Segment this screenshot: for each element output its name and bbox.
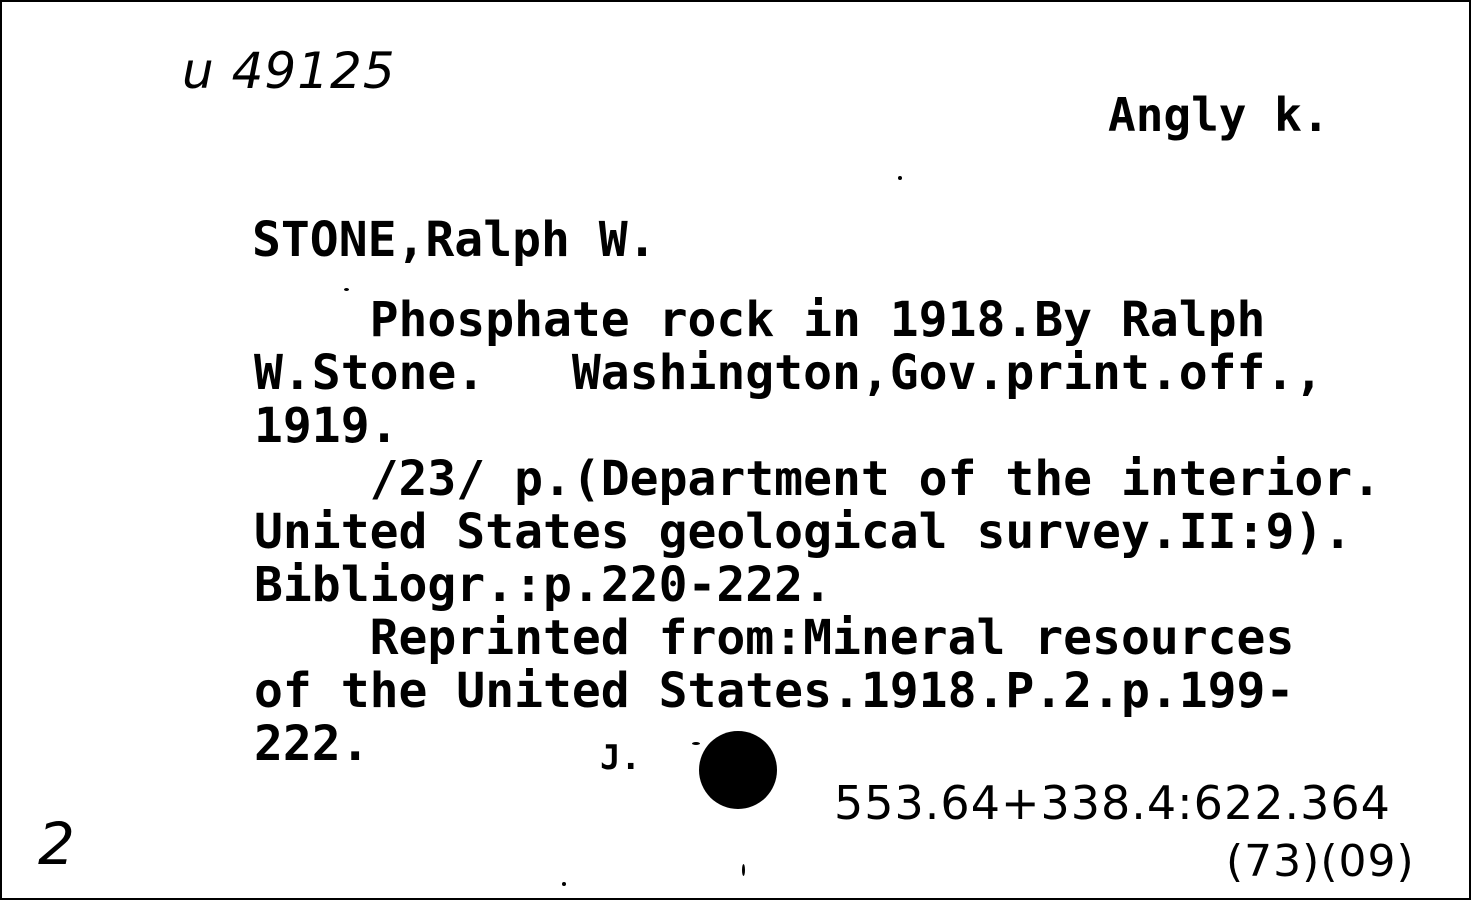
cataloger-initial: J. — [600, 738, 641, 778]
ink-speck — [692, 742, 700, 745]
ink-speck — [742, 864, 745, 876]
description-line: 222. — [254, 716, 370, 772]
description-line: /23/ p.(Department of the interior. — [254, 451, 1382, 507]
description-line: United States geological survey.II:9). — [254, 504, 1353, 560]
description-line: 1919. — [254, 398, 399, 454]
punch-hole — [699, 731, 777, 809]
description-line: Bibliogr.:p.220-222. — [254, 557, 832, 613]
ink-speck — [344, 288, 349, 291]
author-heading: STONE,Ralph W. — [252, 212, 657, 268]
copy-number: 2 — [38, 810, 75, 878]
ink-speck — [898, 176, 902, 180]
description-line: Reprinted from:Mineral resources — [254, 610, 1295, 666]
description-line: of the United States.1918.P.2.p.199- — [254, 663, 1295, 719]
ink-speck — [562, 882, 566, 886]
classification-subdivision: (73)(09) — [1226, 836, 1415, 887]
language-note: Angly k. — [1108, 88, 1330, 142]
bibliographic-description — [254, 294, 1381, 771]
description-line: W.Stone. Washington,Gov.print.off., — [254, 345, 1324, 401]
classification-number: 553.64+338.4:622.364 — [834, 776, 1391, 830]
accession-number: u 49125 — [182, 42, 396, 100]
description-line: Phosphate rock in 1918.By Ralph — [254, 292, 1266, 348]
